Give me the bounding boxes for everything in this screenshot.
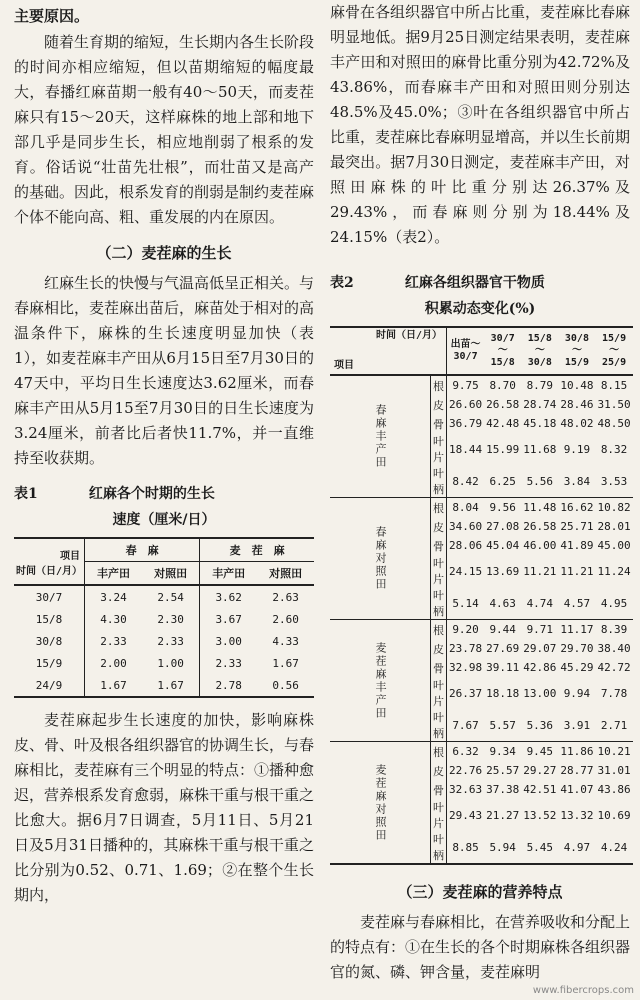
table1-row	[14, 585, 314, 608]
table2-row	[330, 498, 633, 518]
table1-value-cell: 2.54	[142, 585, 200, 608]
table1-value-cell: 3.62	[215, 590, 242, 604]
table2-value-cell: 3.91	[563, 718, 591, 732]
table1-value-cell: 2.33	[215, 656, 242, 670]
table2-row	[330, 620, 633, 640]
table2-value-cell: 34.60	[449, 520, 483, 533]
table2-value-cell: 11.17	[560, 623, 594, 636]
table2-value-cell: 28.06	[449, 539, 483, 552]
table2-value-cell: 5.36	[526, 718, 554, 732]
table1-value-cell: 2.63	[272, 590, 299, 604]
table2-value-cell: 11.48	[523, 501, 557, 514]
table2-value-cell: 13.69	[486, 564, 520, 578]
table2-value-cell: 4.24	[600, 840, 628, 854]
table2-value-cell: 36.79	[449, 417, 483, 430]
table2-organ-cell: 叶片	[431, 555, 447, 587]
table2-organ-cell: 叶柄	[431, 709, 447, 742]
table1-row	[14, 608, 314, 630]
table2-value-cell: 29.43	[449, 808, 483, 822]
table2-organ-cell: 根	[431, 498, 447, 518]
table1-subheader: 对照田	[269, 567, 303, 580]
table2-value-cell: 9.94	[563, 686, 591, 700]
table2-column-header: 30/7～15/8	[490, 333, 515, 368]
table2-value-cell: 4.57	[563, 596, 591, 610]
paragraph-stem-proportion: 麻骨在各组织器官中所占比重，麦茬麻比春麻明显地低。据9月25日测定结果表明，麦茬麻丰产田和对照田的麻骨比重分别为42.72%及43.86%，而春麻丰产田和对照田则分别达48.5%及45.0%；③叶在各组织器官中所占比重，麦茬麻比春麻明显增高，并以生长前期最突出。据7月30日测定，麦茬麻丰产田，对照田麻株的叶比重分别达26.37%及29.43%，而春麻则分别为18.44%及24.15%（表2）。	[330, 3, 631, 246]
table2-group-name: 春麻丰产田	[330, 375, 431, 498]
table2-value-cell: 31.01	[597, 764, 631, 777]
left-column	[14, 0, 314, 908]
table2-organ-cell: 根	[431, 742, 447, 762]
table2-value-cell: 39.11	[486, 661, 520, 674]
table2-value-cell: 41.89	[560, 539, 594, 552]
table1-date-cell: 15/9	[14, 652, 85, 674]
table2-value-cell: 45.29	[560, 661, 594, 674]
table2-corner-bottom: 项目	[334, 360, 354, 371]
table2-value-cell: 32.63	[449, 783, 483, 796]
table1-caption	[14, 483, 314, 505]
table1-value-cell: 1.67	[142, 674, 200, 697]
table2-value-cell: 31.50	[597, 398, 631, 411]
table2-organ-cell: 皮	[431, 517, 447, 536]
table2-value-cell: 8.42	[452, 474, 479, 488]
table1-value-cell: 0.56	[272, 678, 299, 692]
table2-group-name: 春麻对照田	[330, 498, 431, 620]
table1-group-spring: 春 麻	[85, 538, 200, 562]
table1-value-cell: 2.00	[100, 656, 127, 670]
table1-row	[14, 652, 314, 674]
table1-value-cell: 1.67	[100, 678, 127, 692]
table2-group-name: 麦茬麻对照田	[330, 742, 431, 865]
table1-group-wheat-stubble: 麦 茬 麻	[200, 538, 314, 562]
table1-date-cell: 30/8	[14, 630, 85, 652]
table2-value-cell: 10.82	[597, 501, 631, 514]
table2-group-name: 麦茬麻丰产田	[330, 620, 431, 742]
table2-value-cell: 28.77	[560, 764, 594, 777]
table2-value-cell: 8.15	[600, 379, 628, 392]
table2-row	[330, 742, 633, 762]
paragraph-characteristics: 麦茬麻起步生长速度的加快，影响麻株皮、骨、叶及根各组织器官的协调生长，与春麻相比，麦茬麻有三个明显的特点：①播种愈迟，营养根系发育愈弱，麻株干重与根干重之比愈大。据6月7日调查，5月11日、5月21日及5月31日播种的，其麻株干重与根干重之比分别为0.52、0.71、1.69；②在整个生长期内，	[14, 711, 315, 904]
table2-value-cell: 9.45	[526, 745, 554, 758]
table1-row	[14, 674, 314, 697]
table2-value-cell: 5.57	[489, 718, 516, 732]
table1-value-cell: 1.67	[272, 656, 299, 670]
heading-main-reason: 主要原因。	[14, 7, 90, 25]
table2-value-cell: 26.58	[486, 398, 520, 411]
table2-value-cell: 37.38	[486, 783, 520, 796]
table2-column-header: 15/8～30/8	[527, 333, 552, 368]
table2-value-cell: 10.48	[560, 379, 594, 392]
table2-value-cell: 27.08	[486, 520, 520, 533]
table2-organ-cell: 骨	[431, 414, 447, 433]
table2-value-cell: 28.74	[523, 398, 557, 411]
table2-value-cell: 4.95	[600, 596, 628, 610]
table2-value-cell: 8.32	[600, 442, 628, 456]
table2-corner-header	[330, 327, 447, 375]
table1-row	[14, 630, 314, 652]
table2-value-cell: 11.21	[523, 564, 557, 578]
table2-value-cell: 7.67	[452, 718, 479, 732]
table2-value-cell: 45.04	[486, 539, 520, 552]
table2-value-cell: 23.78	[449, 642, 483, 655]
table1-value-cell: 4.30	[100, 612, 127, 626]
table1-value-cell: 2.30	[142, 608, 200, 630]
table2-organ-cell: 叶片	[431, 677, 447, 709]
table2-value-cell: 46.00	[523, 539, 557, 552]
table2-value-cell: 9.20	[452, 623, 479, 636]
table1-subheader: 丰产田	[212, 567, 246, 580]
table2-value-cell: 10.69	[597, 808, 631, 822]
table2-group	[330, 498, 633, 620]
table2-value-cell: 42.86	[523, 661, 557, 674]
table1-value-cell: 3.67	[215, 612, 242, 626]
table2-number: 表2	[330, 275, 354, 291]
table2-value-cell: 13.00	[523, 686, 557, 700]
watermark: www.fibercrops.com	[532, 985, 634, 996]
table2-value-cell: 16.62	[560, 501, 594, 514]
section-heading-growth: （二）麦茬麻的生长	[96, 244, 232, 262]
table2-value-cell: 29.07	[523, 642, 557, 655]
table2-value-cell: 7.78	[600, 686, 628, 700]
table2-organ-cell: 皮	[431, 639, 447, 658]
table1-value-cell: 3.00	[215, 634, 242, 648]
table2-value-cell: 38.40	[597, 642, 631, 655]
table2-value-cell: 8.39	[600, 623, 628, 636]
table2-value-cell: 5.14	[452, 596, 479, 610]
table2-column-header: 15/9～25/9	[602, 333, 627, 368]
table1-value-cell: 2.33	[142, 630, 200, 652]
table2-value-cell: 26.37	[449, 686, 483, 700]
table2-group	[330, 620, 633, 742]
section-heading-nutrition: （三）麦茬麻的营养特点	[397, 883, 563, 901]
table2-value-cell: 3.84	[563, 474, 591, 488]
table2-value-cell: 8.79	[526, 379, 554, 392]
table2-value-cell: 15.99	[486, 442, 520, 456]
table2-value-cell: 22.76	[449, 764, 483, 777]
table1-subheader: 丰产田	[97, 567, 131, 580]
table2-organ-cell: 骨	[431, 658, 447, 677]
paragraph-root-development: 随着生育期的缩短，生长期内各生长阶段的时间亦相应缩短，但以苗期缩短的幅度最大，春播红麻苗期一般有40～50天，而麦茬麻只有15～20天，这样麻株的地上部和地下部几乎是同步生长，相应地削弱了根系的发育。俗话说“壮苗先壮根”，而壮苗又是高产的基础。因此，根系发育的削弱是制约麦茬麻个体不能向高、粗、重发展的内在原因。	[14, 33, 315, 226]
table2-organ-cell: 叶柄	[431, 587, 447, 620]
table2-value-cell: 21.27	[486, 808, 520, 822]
table2-title-line2: 积累动态变化(%)	[424, 301, 536, 317]
table2-value-cell: 26.58	[523, 520, 557, 533]
table2-group	[330, 375, 633, 498]
table2-value-cell: 9.19	[563, 442, 591, 456]
table1-value-cell: 2.33	[100, 634, 127, 648]
table1-value-cell: 3.24	[100, 590, 127, 604]
table1-value-cell: 2.60	[272, 612, 299, 626]
table2-value-cell: 5.94	[489, 840, 516, 854]
table1-number: 表1	[14, 486, 38, 502]
table1-corner-bottom: 时间（日/月）	[16, 565, 83, 577]
table2-caption	[330, 272, 630, 294]
table2-value-cell: 4.74	[526, 596, 554, 610]
table2-value-cell: 25.71	[560, 520, 594, 533]
table2-value-cell: 28.46	[560, 398, 594, 411]
table2-value-cell: 48.02	[560, 417, 594, 430]
table2-value-cell: 13.32	[560, 808, 594, 822]
table2-value-cell: 13.52	[523, 808, 557, 822]
table2-value-cell: 43.86	[597, 783, 631, 796]
table2-value-cell: 11.24	[597, 564, 631, 578]
table2-value-cell: 28.01	[597, 520, 631, 533]
table2-value-cell: 42.48	[486, 417, 520, 430]
table1-title-line2: 速度（厘米/日）	[112, 512, 216, 528]
table2-organ-cell: 叶片	[431, 799, 447, 831]
table2-organ-cell: 骨	[431, 780, 447, 799]
table2-dry-matter	[330, 326, 633, 865]
table2-value-cell: 32.98	[449, 661, 483, 674]
table2-value-cell: 11.21	[560, 564, 594, 578]
table2-value-cell: 5.45	[526, 840, 554, 854]
table2-value-cell: 27.69	[486, 642, 520, 655]
table2-value-cell: 45.00	[597, 539, 631, 552]
table2-value-cell: 9.34	[489, 745, 516, 758]
table2-column-header: 出苗～30/7	[450, 339, 481, 362]
table2-value-cell: 25.57	[486, 764, 520, 777]
table2-value-cell: 24.15	[449, 564, 483, 578]
right-column	[330, 0, 630, 985]
table2-value-cell: 8.85	[452, 840, 479, 854]
table2-row	[330, 375, 633, 395]
table2-value-cell: 9.71	[526, 623, 554, 636]
table2-value-cell: 5.56	[526, 474, 554, 488]
table2-value-cell: 8.70	[489, 379, 516, 392]
table2-value-cell: 2.71	[600, 718, 628, 732]
table2-value-cell: 6.25	[489, 474, 516, 488]
table2-organ-cell: 叶柄	[431, 465, 447, 498]
table2-value-cell: 42.51	[523, 783, 557, 796]
table2-value-cell: 3.53	[600, 474, 628, 488]
table2-organ-cell: 叶柄	[431, 831, 447, 864]
table2-value-cell: 42.72	[597, 661, 631, 674]
table2-organ-cell: 皮	[431, 761, 447, 780]
table1-corner-top: 项目	[60, 550, 80, 562]
table2-organ-cell: 根	[431, 375, 447, 395]
table2-value-cell: 9.75	[452, 379, 479, 392]
table2-value-cell: 18.44	[449, 442, 483, 456]
table1-growth-speed	[14, 537, 314, 698]
table2-corner-top: 时间（日/月）	[375, 330, 442, 341]
table2-column-header: 30/8～15/9	[564, 333, 589, 368]
table1-date-cell: 24/9	[14, 674, 85, 697]
table1-corner-header	[14, 538, 85, 585]
table2-value-cell: 29.27	[523, 764, 557, 777]
table1-value-cell: 2.78	[215, 678, 242, 692]
table2-value-cell: 4.63	[489, 596, 516, 610]
paragraph-nutrition: 麦茬麻与春麻相比，在营养吸收和分配上的特点有：①在生长的各个时期麻株各组织器官的氮、磷、钾含量，麦茬麻明	[330, 913, 631, 981]
table2-value-cell: 9.44	[489, 623, 516, 636]
table2-value-cell: 26.60	[449, 398, 483, 411]
table2-title-line1: 红麻各组织器官干物质	[404, 275, 545, 291]
table2-value-cell: 10.21	[597, 745, 631, 758]
table2-value-cell: 11.68	[523, 442, 557, 456]
table1-value-cell: 4.33	[272, 634, 299, 648]
table1-value-cell: 1.00	[142, 652, 200, 674]
table1-title-line1: 红麻各个时期的生长	[88, 486, 215, 502]
table2-value-cell: 41.07	[560, 783, 594, 796]
table2-value-cell: 9.56	[489, 501, 516, 514]
table1-date-cell: 30/7	[14, 585, 85, 608]
table2-value-cell: 4.97	[563, 840, 591, 854]
table2-value-cell: 8.04	[452, 501, 479, 514]
table2-value-cell: 18.18	[486, 686, 520, 700]
table2-value-cell: 29.70	[560, 642, 594, 655]
paragraph-growth-rate: 红麻生长的快慢与气温高低呈正相关。与春麻相比，麦茬麻出苗后，麻苗处于相对的高温条件下，麻株的生长速度明显加快（表1），如麦茬麻丰产田从6月15日至7月30日的47天中，平均日生长速度达3.62厘米，而春麻丰产田从5月15至7月30日的日生长速度为3.24厘米，前者比后者快11.7%，并一直维持至收获期。	[14, 274, 315, 467]
table2-value-cell: 45.18	[523, 417, 557, 430]
table2-organ-cell: 皮	[431, 395, 447, 414]
table2-organ-cell: 骨	[431, 536, 447, 555]
table2-organ-cell: 叶片	[431, 433, 447, 465]
table2-organ-cell: 根	[431, 620, 447, 640]
table2-value-cell: 48.50	[597, 417, 631, 430]
table2-group	[330, 742, 633, 865]
table2-value-cell: 11.86	[560, 745, 594, 758]
table1-subheader: 对照田	[142, 562, 200, 586]
table2-value-cell: 6.32	[452, 745, 479, 758]
table1-date-cell: 15/8	[14, 608, 85, 630]
